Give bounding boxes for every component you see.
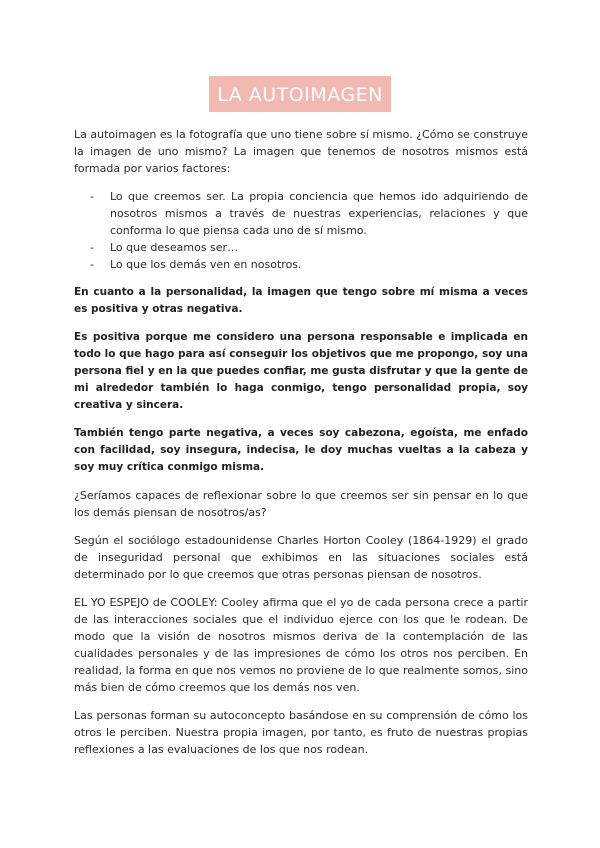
positive-paragraph: Es positiva porque me considero una persona responsable e implicada en todo lo que hago para así conseguir los objetivos que me propongo, soy una persona fiel y en la que puedes confiar, me gusta disfrutar y que la gente de mi alrededor también lo haga conmigo, tengo personalidad propia, soy creativa y sincera. xyxy=(74,331,528,411)
factors-list xyxy=(74,188,528,273)
list-item-text: Lo que deseamos ser… xyxy=(110,241,239,254)
negative-paragraph: También tengo parte negativa, a veces soy cabezona, egoísta, me enfado con facilidad, soy insegura, indecisa, le doy muchas vueltas a la cabeza y soy muy crítica conmigo misma. xyxy=(74,427,528,473)
bullet-dash: - xyxy=(90,190,94,203)
list-item-text: Lo que creemos ser. La propia conciencia que hemos ido adquiriendo de nosotros mismos a través de nuestras experiencias, relaciones y que conforma lo que piensa cada uno de sí mismo. xyxy=(110,190,528,237)
list-item xyxy=(74,188,528,239)
document-body xyxy=(74,126,528,769)
bullet-dash: - xyxy=(90,241,94,254)
title-wrap xyxy=(0,76,600,112)
bullet-dash: - xyxy=(90,258,94,271)
question-paragraph: ¿Seríamos capaces de reflexionar sobre lo que creemos ser sin pensar en lo que los demás piensan de nosotros/as? xyxy=(74,489,528,519)
page-title: LA AUTOIMAGEN xyxy=(209,76,391,112)
cooley-paragraph: Según el sociólogo estadounidense Charles Horton Cooley (1864-1929) el grado de inseguridad personal que exhibimos en las situaciones sociales está determinado por lo que creemos que otras personas piensan de nosotros. xyxy=(74,534,528,581)
personality-paragraph: En cuanto a la personalidad, la imagen que tengo sobre mí misma a veces es positiva y otras negativa. xyxy=(74,286,528,315)
list-item xyxy=(74,239,528,256)
list-item xyxy=(74,256,528,273)
self-concept-paragraph: Las personas forman su autoconcepto basándose en su comprensión de cómo los otros le perciben. Nuestra propia imagen, por tanto, es fruto de nuestras propias reflexiones a las evaluaciones de los que nos rodean. xyxy=(74,709,528,756)
mirror-self-paragraph: EL YO ESPEJO de COOLEY: Cooley afirma que el yo de cada persona crece a partir de las interacciones sociales que el individuo ejerce con los que le rodean. De modo que la visión de nosotros mismos deriva de la contemplación de las cualidades personales y de las impresiones de cómo los otros nos perciben. En realidad, la forma en que nos vemos no proviene de lo que realmente somos, sino más bien de cómo creemos que los demás nos ven. xyxy=(74,596,528,694)
intro-paragraph: La autoimagen es la fotografía que uno tiene sobre sí mismo. ¿Cómo se construye la imagen de uno mismo? La imagen que tenemos de nosotros mismos está formada por varios factores: xyxy=(74,128,528,175)
list-item-text: Lo que los demás ven en nosotros. xyxy=(110,258,302,271)
